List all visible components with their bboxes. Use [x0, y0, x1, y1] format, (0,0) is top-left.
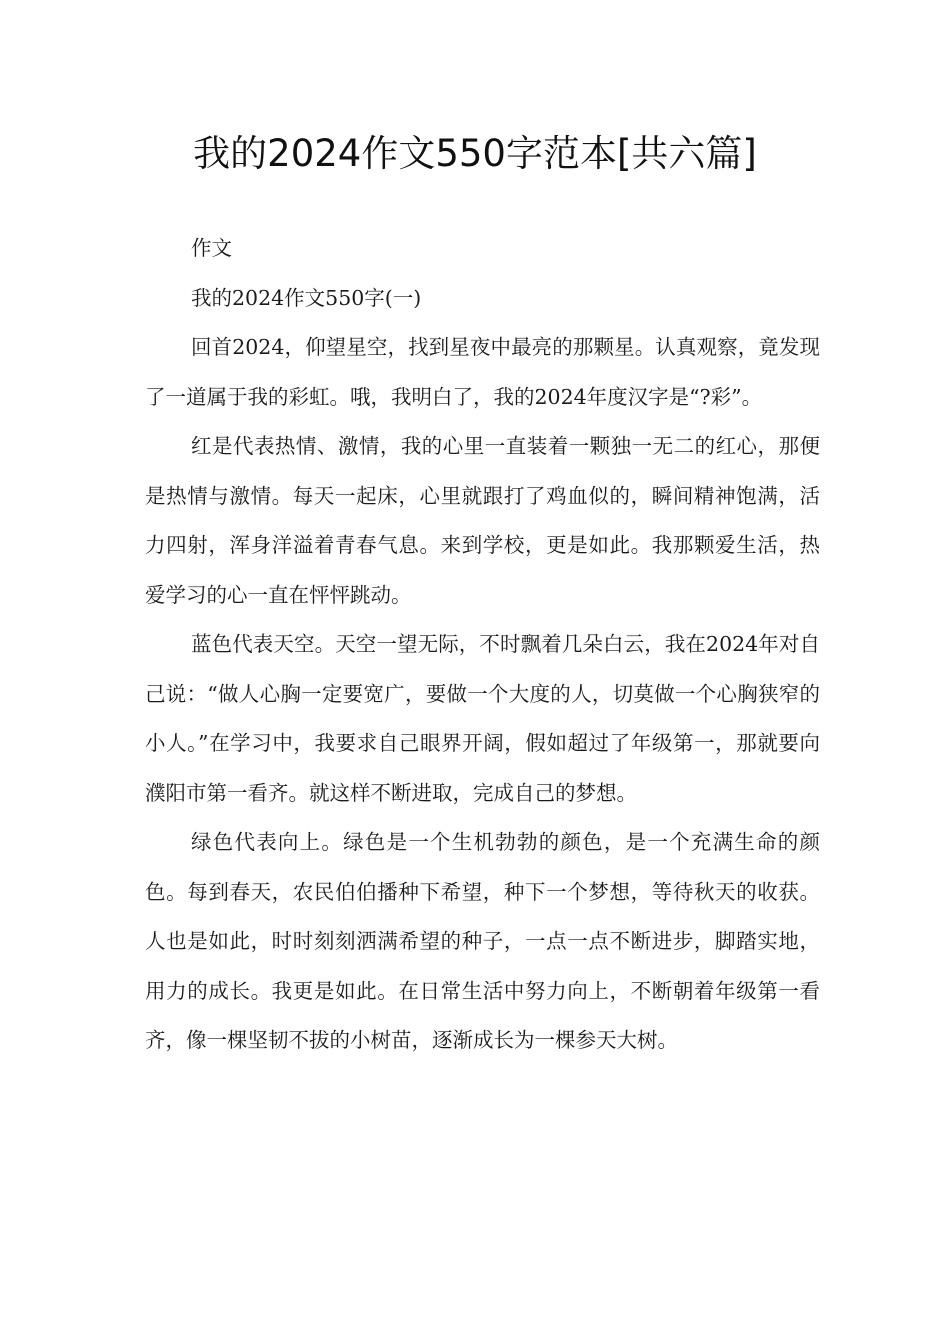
section-label: 作文 [191, 236, 232, 260]
paragraph-red: 红是代表热情、激情，我的心里一直装着一颗独一无二的红心，那便是热情与激情。每天一起床，心里就跟打了鸡血似的，瞬间精神饱满，活力四射，浑身洋溢着青春气息。来到学校，更是如此。我那颗爱生活，热爱学习的心一直在怦怦跳动。 [145, 434, 820, 607]
paragraph-green: 绿色代表向上。绿色是一个生机勃勃的颜色，是一个充满生命的颜色。每到春天，农民伯伯播种下希望，种下一个梦想，等待秋天的收获。人也是如此，时时刻刻洒满希望的种子，一点一点不断进步，脚踏实地，用力的成长。我更是如此。在日常生活中努力向上，不断朝着年级第一看齐，像一棵坚韧不拔的小树苗，逐渐成长为一棵参天大树。 [145, 830, 820, 1052]
paragraph-blue: 蓝色代表天空。天空一望无际，不时飘着几朵白云，我在2024年对自己说：“做人心胸一定要宽广，要做一个大度的人，切莫做一个心胸狭窄的小人。”在学习中，我要求自己眼界开阔，假如超过了年级第一，那就要向濮阳市第一看齐。就这样不断进取，完成自己的梦想。 [145, 632, 820, 805]
document-title: 我的2024作文550字范本[共六篇] [193, 132, 757, 175]
paragraph-intro: 回首2024，仰望星空，找到星夜中最亮的那颗星。认真观察，竟发现了一道属于我的彩虹。哦，我明白了，我的2024年度汉字是“?彩”。 [145, 335, 820, 409]
essay-heading: 我的2024作文550字(一) [191, 285, 422, 310]
document-body [145, 224, 820, 1066]
